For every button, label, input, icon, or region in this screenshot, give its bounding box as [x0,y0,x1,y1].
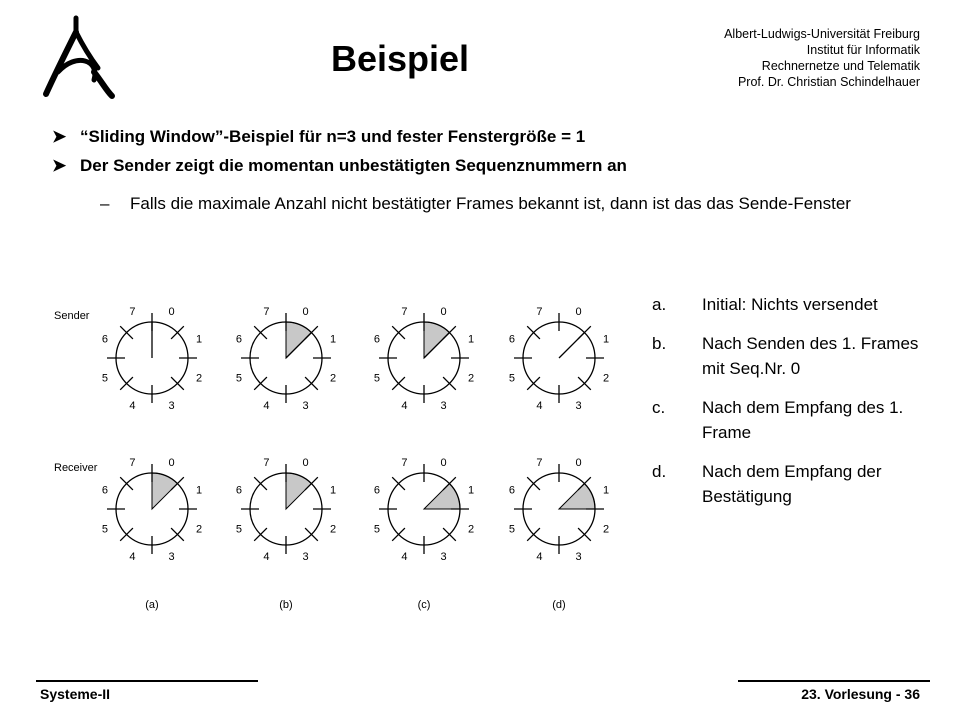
sender-seq-label: 1 [330,333,337,346]
receiver-seq-label: 3 [302,551,309,564]
sender-seq-label: 5 [235,372,242,385]
sender-window-sector [424,322,449,358]
sender-seq-label: 4 [129,400,136,413]
receiver-seq-label: 5 [373,523,380,536]
receiver-seq-label: 1 [196,484,203,497]
step-text: Initial: Nichts versendet [702,295,878,314]
bullet-item [50,155,930,177]
arrow-bullet-icon: ➤ [52,127,67,146]
receiver-seq-label: 7 [401,456,408,469]
receiver-seq-label: 5 [235,523,242,536]
university-logo-icon [36,12,120,104]
sender-seq-label: 2 [330,372,337,385]
receiver-seq-label: 5 [101,523,108,536]
sub-bullet-text: Falls die maximale Anzahl nicht bestätigter Frames bekannt ist, dann ist das das Sende-Fenster [130,194,851,213]
receiver-seq-label: 6 [101,484,108,497]
receiver-seq-label: 6 [508,484,515,497]
step-item-d [652,459,942,509]
footer-course: Systeme-II [40,686,111,702]
step-text: Nach Senden des 1. Frames mit Seq.Nr. 0 [702,334,919,378]
step-marker: c. [652,398,666,417]
institution-line-chair: Rechnernetze und Telematik [761,59,920,73]
receiver-seq-label: 6 [373,484,380,497]
sender-seq-label: 7 [129,305,136,318]
sender-seq-label: 6 [373,333,380,346]
sender-seq-label: 0 [168,305,175,318]
sender-seq-label: 1 [468,333,475,346]
receiver-window-sector [152,473,177,509]
receiver-seq-label: 0 [168,456,175,469]
sender-label: Sender [54,310,90,322]
wheel-group [102,306,609,611]
receiver-seq-label: 3 [575,551,582,564]
receiver-seq-label: 0 [302,456,309,469]
step-marker: d. [652,462,667,481]
sender-seq-label: 4 [536,400,543,413]
step-list [652,292,942,523]
sender-seq-label: 6 [101,333,108,346]
sender-seq-label: 1 [196,333,203,346]
step-item-b [652,331,942,381]
institution-line-institute: Institut für Informatik [806,43,920,57]
receiver-seq-label: 3 [440,551,447,564]
step-marker: b. [652,334,667,353]
sender-seq-label: 3 [168,400,175,413]
bullet-text: “Sliding Window”-Beispiel für n=3 und fester Fenstergröße = 1 [80,127,586,146]
receiver-window-sector [424,484,460,509]
receiver-seq-label: 3 [168,551,175,564]
receiver-seq-label: 1 [468,484,475,497]
receiver-seq-label: 2 [468,523,475,536]
bullet-list [50,126,930,184]
receiver-seq-label: 1 [330,484,337,497]
sender-seq-label: 2 [468,372,475,385]
footer-lecture-page: 23. Vorlesung - 36 [801,686,920,702]
sender-seq-label: 2 [603,372,610,385]
sender-seq-label: 2 [196,372,203,385]
step-text: Nach dem Empfang der Bestätigung [702,462,882,506]
receiver-seq-label: 7 [129,456,136,469]
sender-seq-label: 3 [440,400,447,413]
institution-block [724,26,920,90]
sub-bullet [100,191,920,216]
sender-seq-label: 3 [302,400,309,413]
receiver-seq-label: 4 [129,551,136,564]
receiver-label: Receiver [54,462,98,474]
sender-window-sector [286,322,311,358]
panel-label: (c) [417,599,431,611]
sender-pointer-line [559,333,584,358]
receiver-seq-label: 5 [508,523,515,536]
sender-seq-label: 4 [263,400,270,413]
bullet-item [50,126,930,148]
sliding-window-diagram [48,300,628,620]
receiver-seq-label: 7 [263,456,270,469]
panel-label: (a) [145,599,159,611]
sender-seq-label: 0 [575,305,582,318]
receiver-window-sector [559,484,595,509]
institution-line-professor: Prof. Dr. Christian Schindelhauer [737,75,920,89]
step-text: Nach dem Empfang des 1. Frame [702,398,904,442]
receiver-seq-label: 4 [263,551,270,564]
sender-seq-label: 0 [302,305,309,318]
step-item-c [652,395,942,445]
bullet-text: Der Sender zeigt die momentan unbestätigten Sequenznummern an [80,156,627,175]
institution-line-university: Albert-Ludwigs-Universität Freiburg [724,27,920,41]
receiver-seq-label: 1 [603,484,610,497]
sender-seq-label: 7 [536,305,543,318]
sender-seq-label: 4 [401,400,408,413]
sender-seq-label: 6 [508,333,515,346]
receiver-seq-label: 6 [235,484,242,497]
sender-seq-label: 0 [440,305,447,318]
receiver-seq-label: 2 [330,523,337,536]
receiver-seq-label: 0 [575,456,582,469]
step-marker: a. [652,295,667,314]
slide-title: Beispiel [330,38,470,79]
receiver-seq-label: 2 [196,523,203,536]
receiver-seq-label: 0 [440,456,447,469]
receiver-seq-label: 4 [401,551,408,564]
receiver-window-sector [286,473,311,509]
footer-rule-left [36,680,258,682]
receiver-seq-label: 4 [536,551,543,564]
sender-seq-label: 6 [235,333,242,346]
step-item-a [652,292,942,317]
sender-seq-label: 7 [401,305,408,318]
receiver-seq-label: 2 [603,523,610,536]
sender-seq-label: 5 [373,372,380,385]
sender-seq-label: 5 [508,372,515,385]
sender-seq-label: 1 [603,333,610,346]
sender-seq-label: 5 [101,372,108,385]
arrow-bullet-icon: ➤ [52,156,67,175]
sender-seq-label: 7 [263,305,270,318]
sender-seq-label: 3 [575,400,582,413]
panel-label: (d) [552,599,566,611]
receiver-seq-label: 7 [536,456,543,469]
footer-rule-right [738,680,930,682]
sub-bullet-dash: – [100,194,110,213]
panel-label: (b) [279,599,293,611]
